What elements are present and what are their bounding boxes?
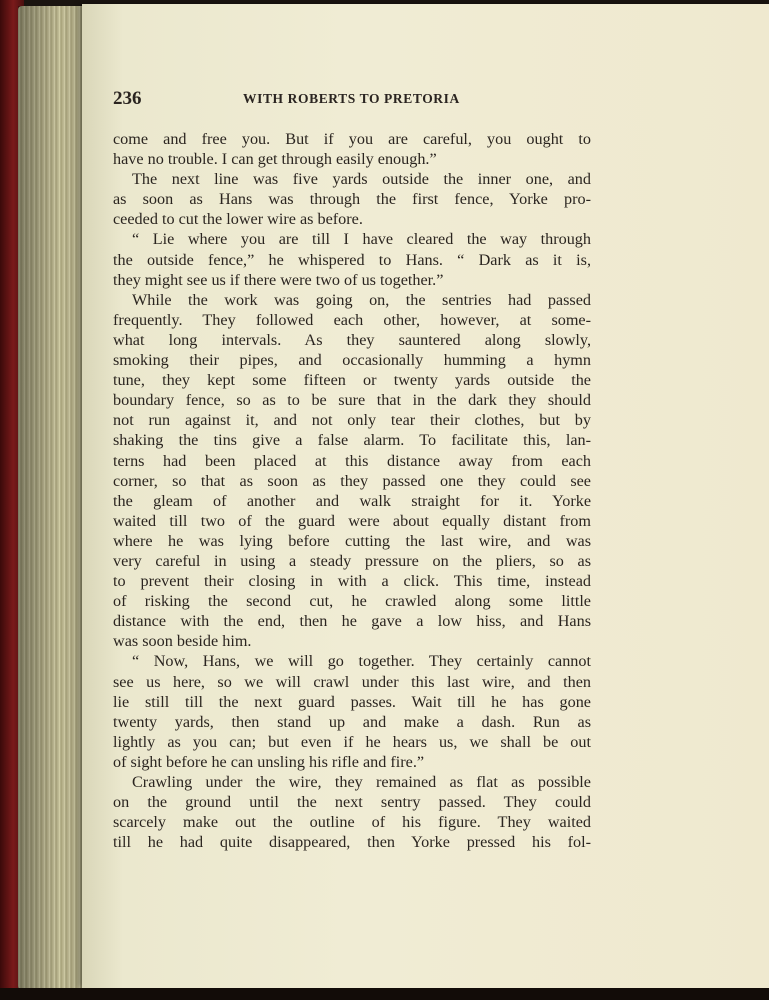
- text-line: have no trouble. I can get through easily enough.”: [113, 150, 437, 169]
- text-line: boundary fence, so as to be sure that in the dark they should: [113, 391, 591, 410]
- bottom-shadow: [0, 988, 769, 1000]
- text-line: very careful in using a steady pressure on the pliers, so as: [113, 551, 591, 570]
- text-line: where he was lying before cutting the last wire, and was: [113, 531, 591, 550]
- text-line: lie still till the next guard passes. Wait till he has gone: [113, 692, 591, 711]
- running-title: WITH ROBERTS TO PRETORIA: [243, 91, 460, 106]
- text-line: “ Lie where you are till I have cleared the way through: [132, 230, 591, 249]
- text-line: ceeded to cut the lower wire as before.: [113, 210, 363, 229]
- text-line: corner, so that as soon as they passed one they could see: [113, 471, 591, 490]
- page-stack-edge: [18, 6, 88, 990]
- text-line: see us here, so we will crawl under this last wire, and then: [113, 672, 591, 691]
- text-line: as soon as Hans was through the first fence, Yorke pro-: [113, 190, 591, 209]
- text-line: the outside fence,” he whispered to Hans. “ Dark as it is,: [113, 250, 591, 269]
- text-line: waited till two of the guard were about equally distant from: [113, 511, 591, 530]
- text-line: scarcely make out the outline of his figure. They waited: [113, 813, 591, 832]
- text-line: distance with the end, then he gave a low hiss, and Hans: [113, 612, 591, 631]
- body-text: [113, 129, 591, 852]
- text-line: they might see us if there were two of us together.”: [113, 270, 444, 289]
- text-line: not run against it, and not only tear their clothes, but by: [113, 411, 591, 430]
- text-line: The next line was five yards outside the inner one, and: [132, 170, 591, 189]
- page-number: 236: [113, 88, 142, 109]
- text-line: shaking the tins give a false alarm. To facilitate this, lan-: [113, 431, 591, 450]
- text-line: of sight before he can unsling his rifle and fire.”: [113, 752, 425, 771]
- text-line: frequently. They followed each other, however, at some-: [113, 310, 591, 329]
- text-line: what long intervals. As they sauntered along slowly,: [113, 330, 591, 349]
- text-line: come and free you. But if you are careful, you ought to: [113, 130, 591, 148]
- text-line: the gleam of another and walk straight for it. Yorke: [113, 491, 591, 510]
- text-line: twenty yards, then stand up and make a dash. Run as: [113, 712, 591, 731]
- text-line: was soon beside him.: [113, 632, 252, 651]
- text-line: on the ground until the next sentry passed. They could: [113, 793, 591, 812]
- text-line: of risking the second cut, he crawled along some little: [113, 592, 591, 611]
- text-line: Crawling under the wire, they remained as flat as possible: [132, 773, 591, 791]
- text-line: lightly as you can; but even if he hears us, we shall be out: [113, 732, 591, 751]
- text-line: to prevent their closing in with a click. This time, instead: [113, 572, 591, 591]
- text-line: While the work was going on, the sentries had passed: [132, 290, 591, 309]
- text-line: terns had been placed at this distance away from each: [113, 451, 591, 470]
- text-line: smoking their pipes, and occasionally humming a hymn: [113, 351, 591, 370]
- text-line: “ Now, Hans, we will go together. They certainly cannot: [132, 652, 591, 671]
- text-line: till he had quite disappeared, then Yorke pressed his fol-: [113, 833, 591, 852]
- running-header: [113, 88, 561, 112]
- text-line: tune, they kept some fifteen or twenty yards outside the: [113, 371, 591, 390]
